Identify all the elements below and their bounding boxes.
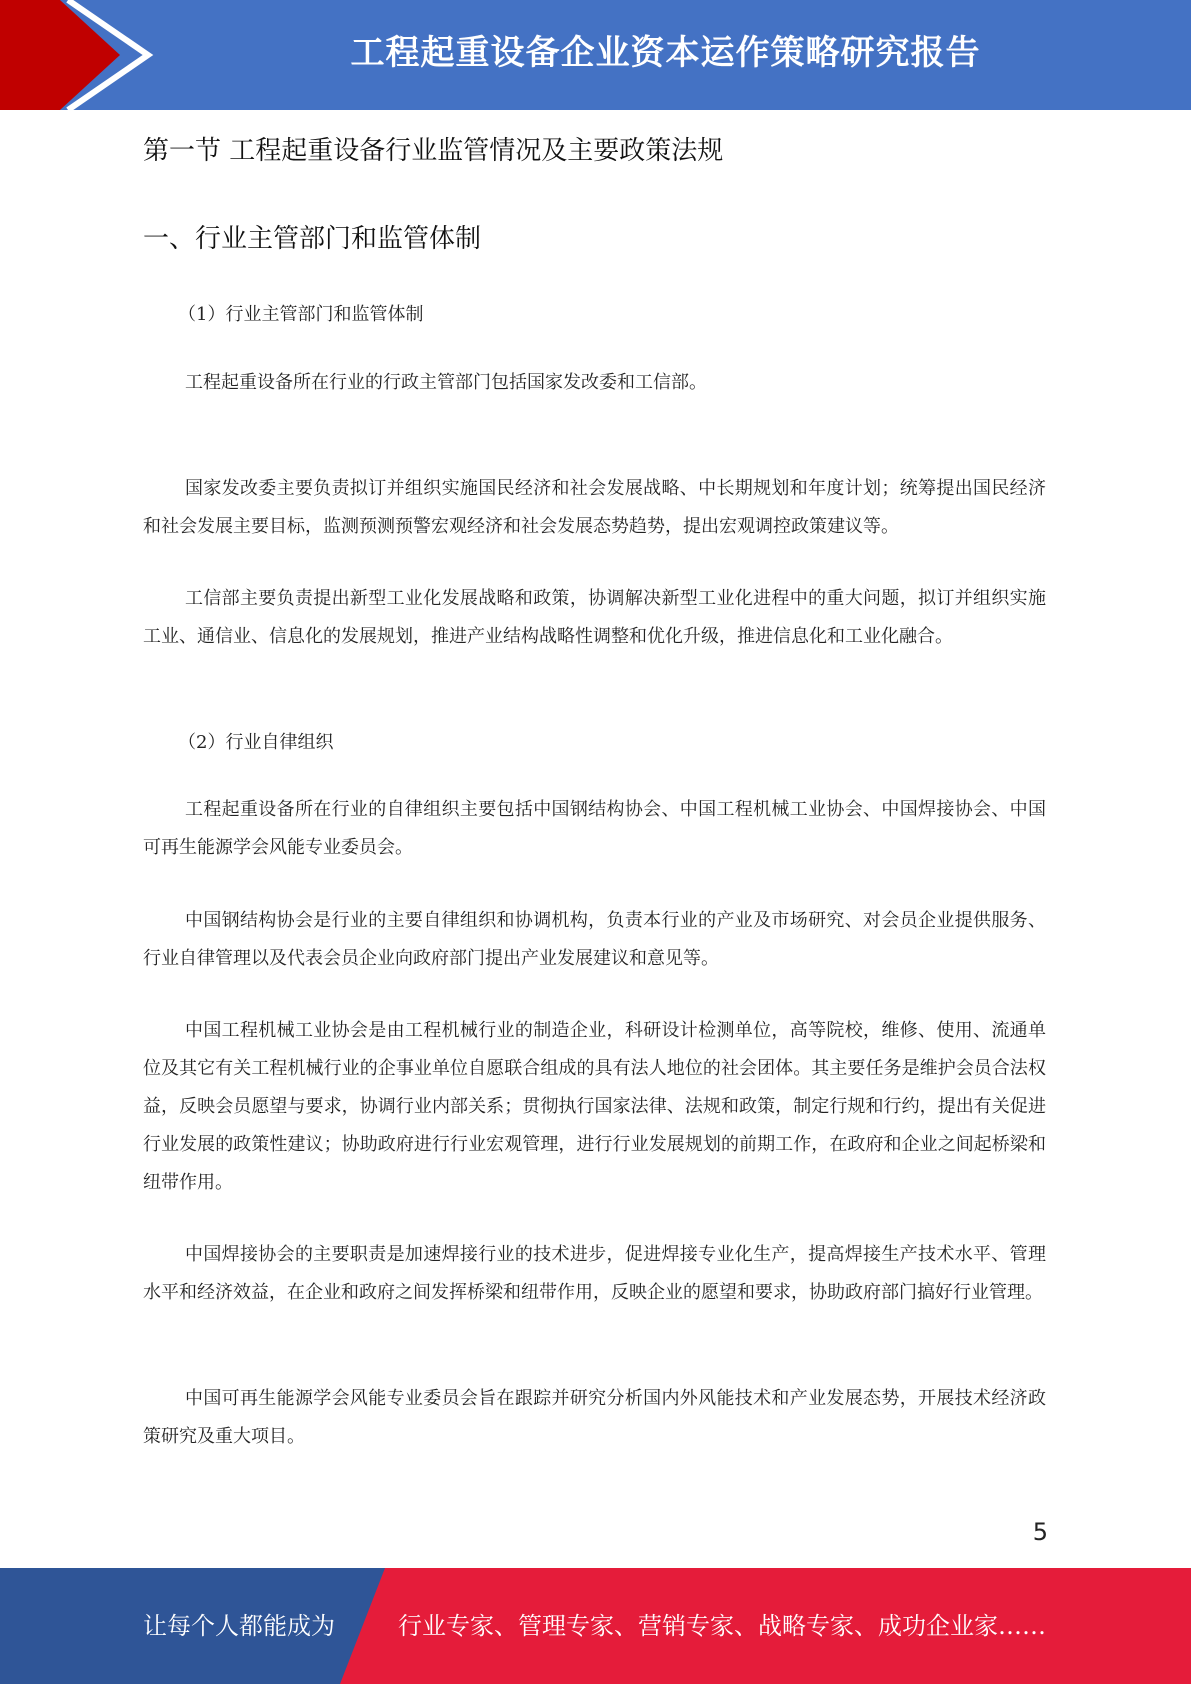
paragraph-1: 工程起重设备所在行业的行政主管部门包括国家发改委和工信部。: [185, 372, 707, 393]
item-heading-2: （2）行业自律组织: [178, 732, 334, 753]
paragraph-5: 中国钢结构协会是行业的主要自律组织和协调机构，负责本行业的产业及市场研究、对会员企业提供服务、行业自律管理以及代表会员企业向政府部门提出产业发展建议和意见等。: [143, 910, 1046, 969]
paragraph-2: 国家发改委主要负责拟订并组织实施国民经济和社会发展战略、中长期规划和年度计划；统筹提出国民经济和社会发展主要目标，监测预测预警宏观经济和社会发展态势趋势，提出宏观调控政策建议等。: [143, 478, 1046, 537]
paragraph-4: 工程起重设备所在行业的自律组织主要包括中国钢结构协会、中国工程机械工业协会、中国焊接协会、中国可再生能源学会风能专业委员会。: [143, 799, 1046, 858]
item-heading-1: （1）行业主管部门和监管体制: [178, 304, 424, 325]
paragraph-3: 工信部主要负责提出新型工业化发展战略和政策，协调解决新型工业化进程中的重大问题，拟订并组织实施工业、通信业、信息化的发展规划，推进产业结构战略性调整和优化升级，推进信息化和工业化融合。: [143, 588, 1046, 647]
paragraph-7: 中国焊接协会的主要职责是加速焊接行业的技术进步，促进焊接专业化生产，提高焊接生产技术水平、管理水平和经济效益，在企业和政府之间发挥桥梁和纽带作用，反映企业的愿望和要求，协助政府部门搞好行业管理。: [143, 1244, 1046, 1303]
report-title: 工程起重设备企业资本运作策略研究报告: [350, 33, 981, 73]
paragraph-6: 中国工程机械工业协会是由工程机械行业的制造企业，科研设计检测单位，高等院校，维修、使用、流通单位及其它有关工程机械行业的企事业单位自愿联合组成的具有法人地位的社会团体。其主要任务是维护会员合法权益，反映会员愿望与要求，协调行业内部关系；贯彻执行国家法律、法规和政策，制定行规和行约，提出有关促进行业发展的政策性建议；协助政府进行行业宏观管理，进行行业发展规划的前期工作，在政府和企业之间起桥梁和纽带作用。: [143, 1020, 1046, 1193]
footer-slogan-right: 行业专家、管理专家、营销专家、战略专家、成功企业家……: [398, 1612, 1046, 1640]
paragraph-8: 中国可再生能源学会风能专业委员会旨在跟踪并研究分析国内外风能技术和产业发展态势，开展技术经济政策研究及重大项目。: [143, 1388, 1046, 1447]
subsection-title: 一、行业主管部门和监管体制: [143, 224, 482, 254]
chevron-decoration-icon: [0, 0, 160, 110]
footer-banner: [0, 1568, 1191, 1684]
page-number: 5: [1032, 1518, 1048, 1546]
footer-slogan-left: 让每个人都能成为: [143, 1612, 335, 1640]
header-banner: [0, 0, 1191, 110]
section-title: 第一节 工程起重设备行业监管情况及主要政策法规: [143, 136, 724, 166]
